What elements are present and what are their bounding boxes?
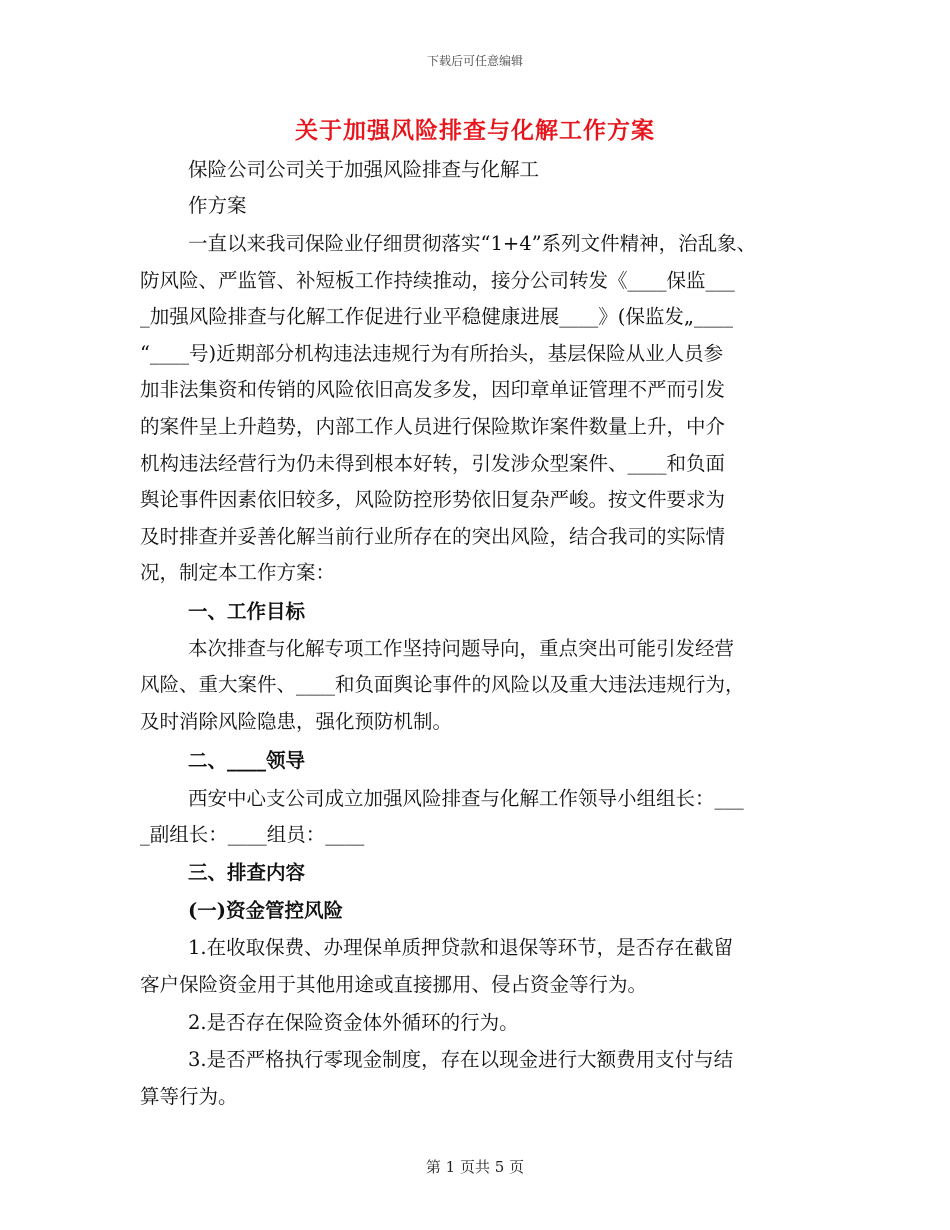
body-line: 加非法集资和传销的风险依旧高发多发，因印章单证管理不严而引发: [140, 378, 726, 401]
body-line: 舆论事件因素依旧较多，风险防控形势依旧复杂严峻。按文件要求为: [140, 488, 726, 511]
section-heading: 三、排查内容: [188, 861, 306, 884]
body-line: 机构违法经营行为仍未得到根本好转，引发涉众型案件、____和负面: [140, 452, 726, 475]
body-line: 算等行为。: [140, 1085, 238, 1108]
body-line: “____号)近期部分机构违法违规行为有所抬头，基层保险从业人员参: [140, 342, 724, 365]
subsection-heading: (一)资金管控风险: [188, 899, 343, 922]
body-line: 西安中心支公司成立加强风险排查与化解工作领导小组组长：___: [188, 787, 744, 810]
body-line: 作方案: [188, 194, 247, 217]
body-line: 的案件呈上升趋势，内部工作人员进行保险欺诈案件数量上升，中介: [140, 415, 726, 438]
body-line: 本次排查与化解专项工作坚持问题导向，重点突出可能引发经营: [188, 637, 735, 660]
document-title: 关于加强风险排查与化解工作方案: [295, 117, 655, 144]
page-number: 第 1 页共 5 页: [425, 1158, 525, 1176]
body-line: _副组长：____组员：____: [140, 823, 365, 846]
page-header-note: 下载后可任意编辑: [426, 54, 523, 68]
section-heading: 二、____领导: [188, 749, 306, 772]
section-heading: 一、工作目标: [188, 600, 306, 623]
body-line: 风险、重大案件、____和负面舆论事件的风险以及重大违法违规行为，: [140, 673, 745, 696]
body-line: 3.是否严格执行零现金制度，存在以现金进行大额费用支付与结: [188, 1048, 734, 1071]
body-line: 保险公司公司关于加强风险排查与化解工: [188, 158, 540, 181]
body-line: 2.是否存在保险资金体外循环的行为。: [188, 1011, 519, 1034]
body-line: 及时消除风险隐患，强化预防机制。: [140, 710, 453, 733]
body-line: 防风险、严监管、补短板工作持续推动，接分公司转发《____保监___: [140, 269, 735, 292]
body-line: 况，制定本工作方案：: [140, 561, 336, 584]
body-line: 一直以来我司保险业仔细贯彻落实“1+4”系列文件精神，治乱象、: [188, 232, 757, 255]
body-line: 客户保险资金用于其他用途或直接挪用、侵占资金等行为。: [140, 973, 648, 996]
body-line: 及时排查并妥善化解当前行业所存在的突出风险，结合我司的实际情: [140, 525, 726, 548]
body-line: _加强风险排查与化解工作促进行业平稳健康进展____》(保监发„____: [140, 305, 733, 328]
body-line: 1.在收取保费、办理保单质押贷款和退保等环节，是否存在截留: [188, 936, 734, 959]
